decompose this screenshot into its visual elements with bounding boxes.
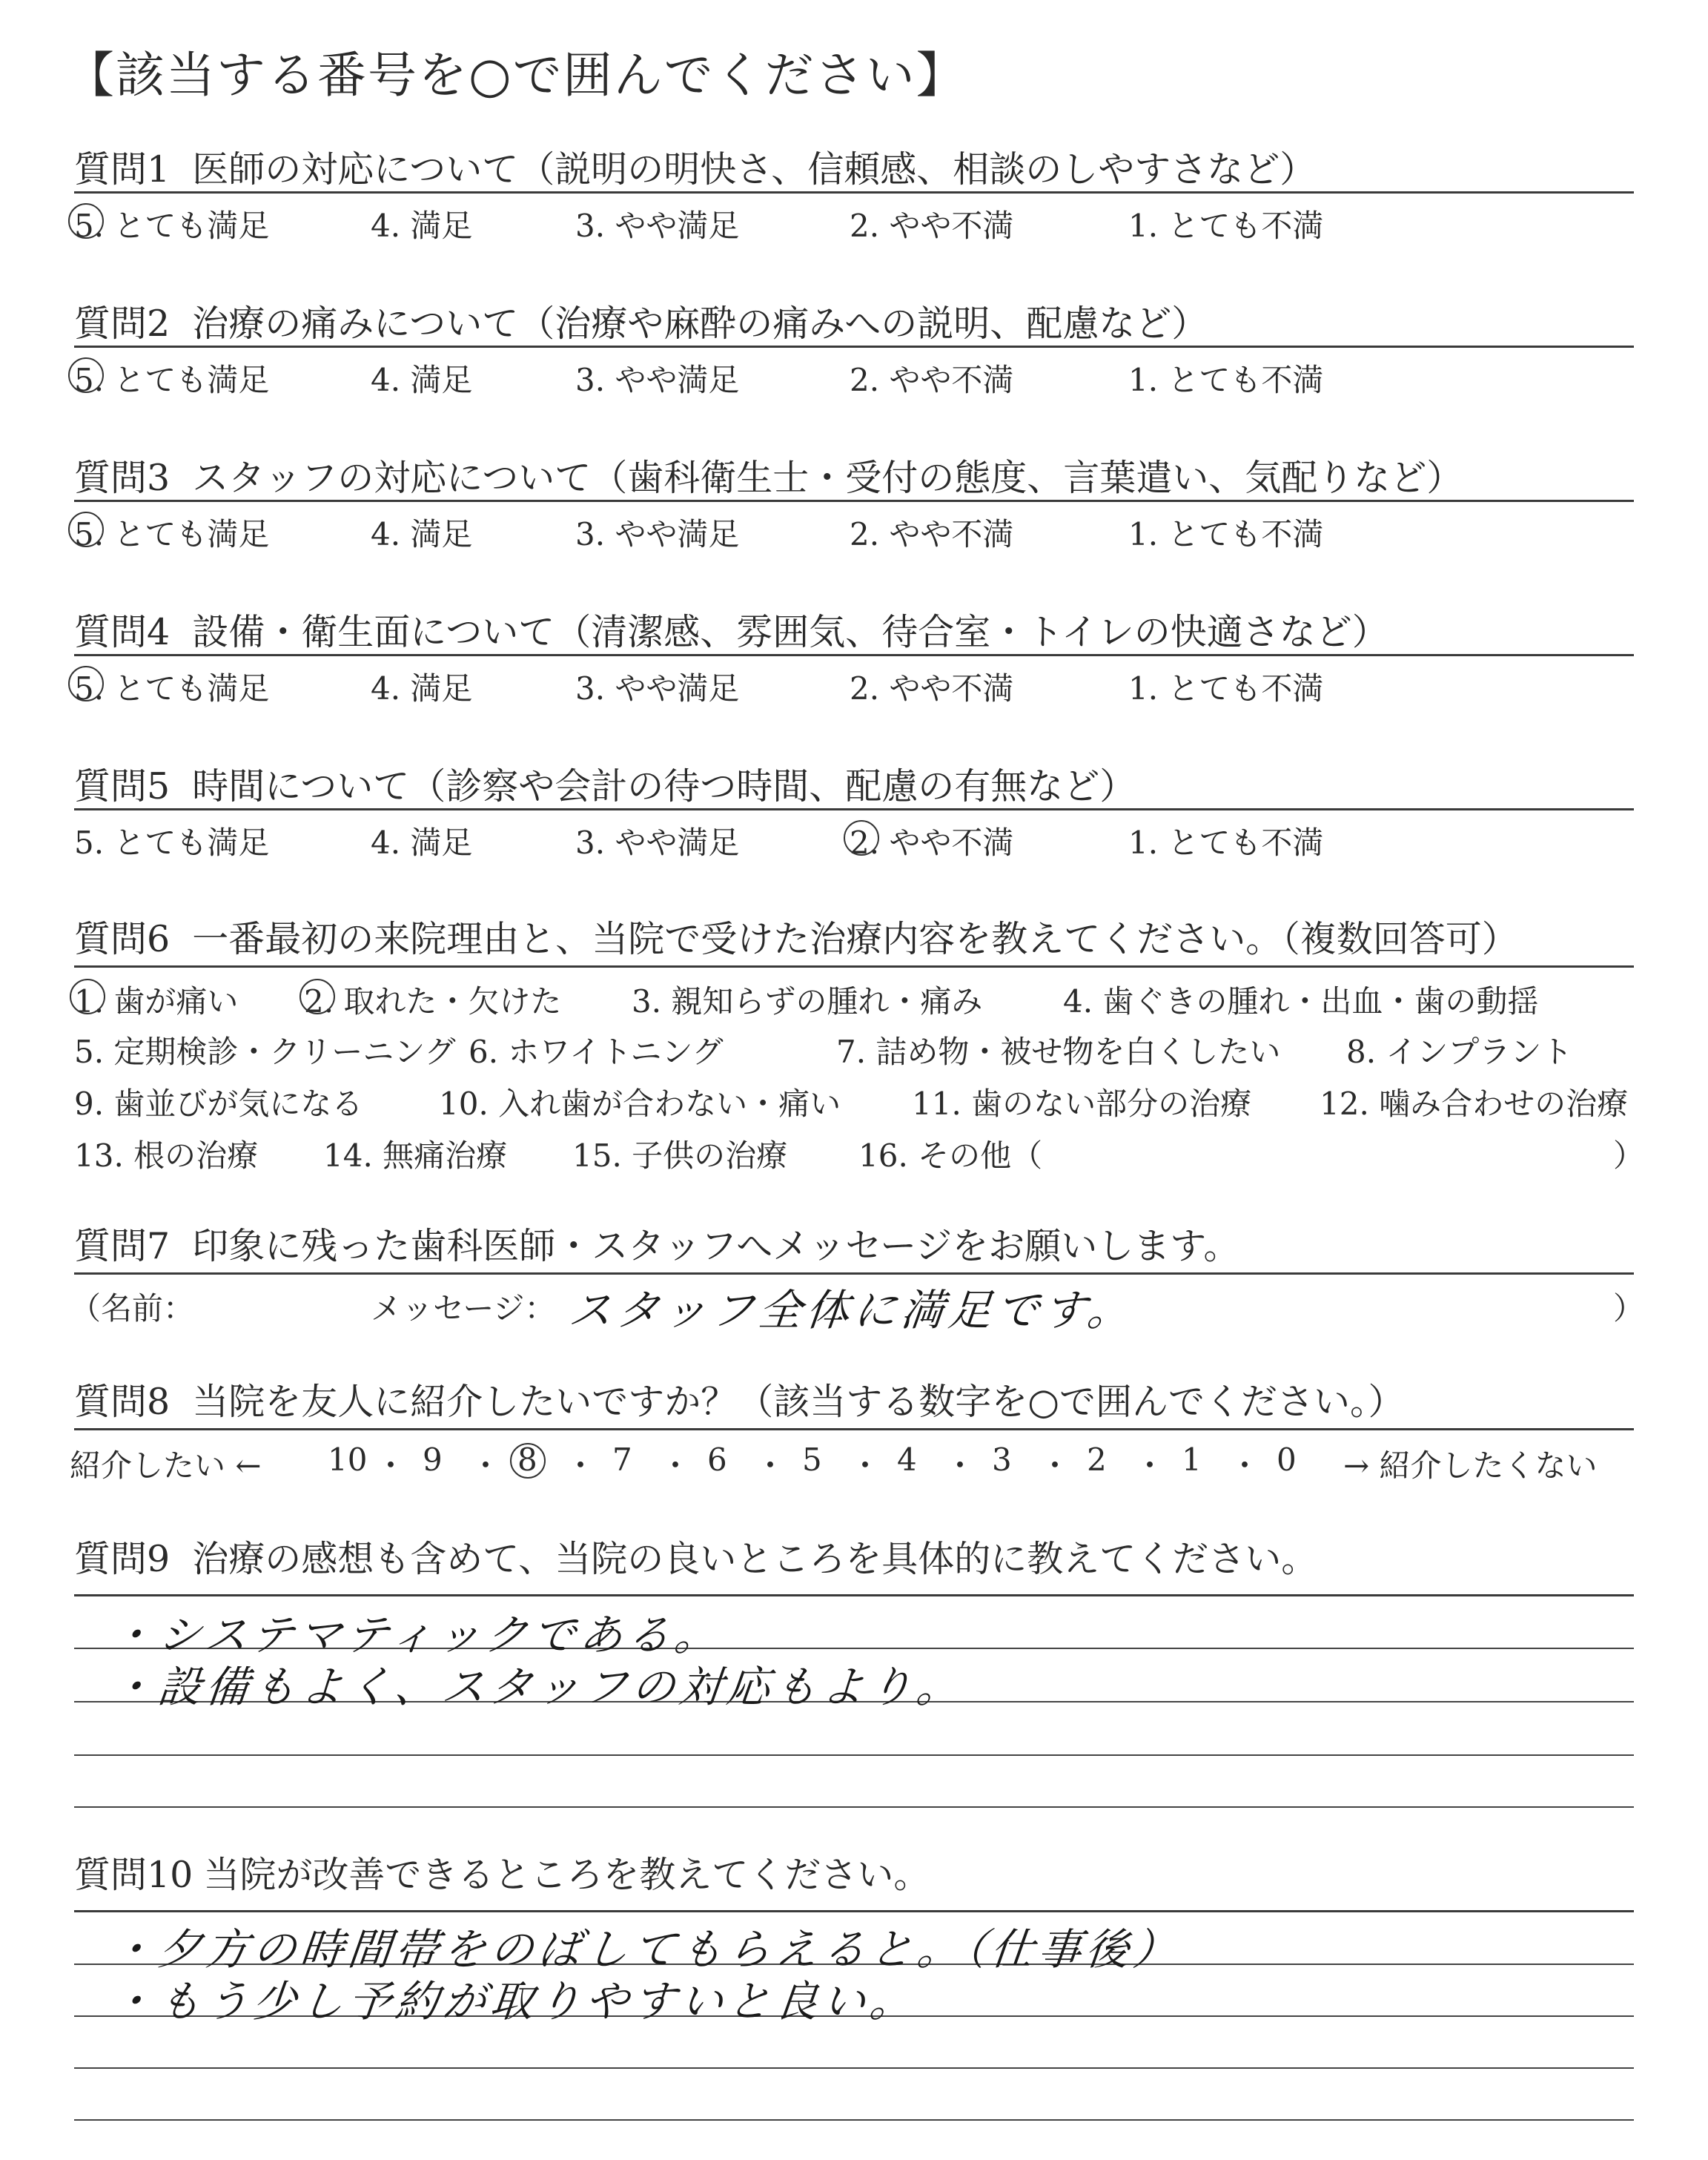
q3-selected-circle [68, 512, 104, 547]
q3-option[interactable]: 5. とても満足 [74, 516, 270, 552]
q3-title [74, 449, 1463, 501]
q2-rule [74, 346, 1634, 348]
q8-scale-separator: ・ [1134, 1447, 1166, 1484]
q1-selected-circle [68, 203, 104, 239]
q8-scale-value[interactable]: 5 [802, 1441, 822, 1478]
q2-option[interactable]: 4. 満足 [371, 362, 473, 398]
q6-option[interactable]: 8. インプラント [1346, 1034, 1573, 1070]
q7-rule [74, 1272, 1634, 1275]
q9-text: 治療の感想も含めて、当院の良いところを具体的に教えてください。 [192, 1538, 1318, 1580]
q4-label: 質問4 [74, 611, 171, 653]
q6-option[interactable]: 15. 子供の治療 [572, 1137, 788, 1174]
q8-scale-separator: ・ [470, 1447, 502, 1484]
q6-title [74, 911, 1518, 962]
q8-scale-separator: ・ [565, 1447, 597, 1484]
q8-scale-separator: ・ [375, 1447, 407, 1484]
q2-option[interactable]: 5. とても満足 [74, 362, 270, 398]
q8-scale-value[interactable]: 3 [992, 1441, 1012, 1478]
q8-scale-separator: ・ [944, 1447, 976, 1484]
q10-answer-1: ・夕方の時間帯をのばしてもらえると。（仕事後） [107, 1924, 1184, 1975]
q5-text: 時間について（診察や会計の待つ時間、配慮の有無など） [192, 765, 1136, 807]
q9-line-4 [74, 1806, 1634, 1808]
q7-message: スタッフ全体に満足です。 [566, 1285, 1138, 1335]
q1-label: 質問1 [74, 148, 171, 191]
q2-option[interactable]: 2. やや不満 [850, 362, 1014, 398]
q4-rule [74, 654, 1634, 656]
q8-scale-separator: ・ [1039, 1447, 1071, 1484]
q8-scale-value[interactable]: 0 [1277, 1441, 1297, 1478]
q7-title [74, 1218, 1239, 1269]
q9-answer-2: ・設備もよく、スタッフの対応もより。 [107, 1662, 967, 1712]
q9-title [74, 1530, 1317, 1582]
q2-option[interactable]: 1. とても不満 [1128, 362, 1324, 398]
q8-label: 質問8 [74, 1381, 171, 1423]
q3-option[interactable]: 3. やや満足 [575, 516, 740, 552]
q6-option[interactable]: 3. 親知らずの腫れ・痛み [632, 983, 983, 1020]
q2-selected-circle [68, 357, 104, 393]
q10-label: 質問10 [74, 1854, 193, 1896]
q8-left-label: 紹介したい ← [70, 1447, 262, 1484]
q8-rule [74, 1428, 1634, 1430]
q7-text: 印象に残った歯科医師・スタッフへメッセージをお願いします。 [192, 1225, 1240, 1267]
q3-label: 質問3 [74, 457, 171, 499]
q6-option[interactable]: 9. 歯並びが気になる [74, 1086, 363, 1122]
q5-rule [74, 808, 1634, 810]
q8-scale-separator: ・ [1229, 1447, 1261, 1484]
q6-option[interactable]: 13. 根の治療 [74, 1137, 259, 1174]
q4-selected-circle [68, 666, 104, 701]
q4-text: 設備・衛生面について（清潔感、雰囲気、待合室・トイレの快適さなど） [192, 611, 1388, 653]
q8-scale-value[interactable]: 2 [1087, 1441, 1107, 1478]
q4-title [74, 604, 1388, 655]
q1-text: 医師の対応について（説明の明快さ、信頼感、相談のしやすさなど） [192, 148, 1317, 191]
q6-selected-circle [299, 979, 335, 1014]
q1-option[interactable]: 4. 満足 [371, 208, 473, 244]
q8-selected-circle [510, 1443, 546, 1479]
q3-rule [74, 500, 1634, 502]
q2-label: 質問2 [74, 303, 171, 345]
q5-label: 質問5 [74, 765, 171, 807]
q6-option[interactable]: 4. 歯ぐきの腫れ・出血・歯の動揺 [1063, 983, 1539, 1020]
q9-answer-1: ・システマティックである。 [107, 1610, 725, 1660]
q2-option[interactable]: 3. やや満足 [575, 362, 740, 398]
q6-option[interactable]: 5. 定期検診・クリーニング [74, 1034, 456, 1070]
q6-option[interactable]: 1. 歯が痛い [74, 983, 239, 1020]
q8-scale-value[interactable]: 1 [1182, 1441, 1202, 1478]
q7-name-label: （名前： [70, 1290, 195, 1327]
q4-option[interactable]: 5. とても満足 [74, 670, 270, 707]
q7-message-label: メッセージ： [371, 1290, 556, 1327]
q10-line-3 [74, 2067, 1634, 2069]
q1-option[interactable]: 5. とても満足 [74, 208, 270, 244]
q9-rule [74, 1594, 1634, 1596]
q10-rule [74, 1910, 1634, 1912]
q7-label: 質問7 [74, 1225, 171, 1267]
q1-option[interactable]: 1. とても不満 [1128, 208, 1324, 244]
q1-title [74, 141, 1316, 193]
q5-option[interactable]: 3. やや満足 [575, 825, 740, 861]
q10-line-4 [74, 2119, 1634, 2121]
q1-rule [74, 191, 1634, 194]
q7-close: ） [1613, 1290, 1645, 1327]
q3-option[interactable]: 2. やや不満 [850, 516, 1014, 552]
q8-scale-value[interactable]: 7 [612, 1441, 632, 1478]
q6-option[interactable]: 12. 噛み合わせの治療 [1320, 1086, 1629, 1122]
q10-answer-2: ・もう少し予約が取りやすいと良い。 [107, 1976, 921, 2027]
q4-option[interactable]: 4. 満足 [371, 670, 473, 707]
q8-scale-separator: ・ [660, 1447, 692, 1484]
q6-other-close: ） [1613, 1137, 1645, 1174]
q10-title [74, 1846, 930, 1898]
q4-option[interactable]: 1. とても不満 [1128, 670, 1324, 707]
q6-option[interactable]: 16. その他（ [858, 1137, 1043, 1174]
q6-option[interactable]: 6. ホワイトニング [469, 1034, 724, 1070]
q6-text: 一番最初の来院理由と、当院で受けた治療内容を教えてください。（複数回答可） [192, 918, 1518, 960]
q1-option[interactable]: 2. やや不満 [850, 208, 1014, 244]
form-header: 【該当する番号を○で囲んでください】 [65, 47, 967, 104]
q8-scale-value[interactable]: 6 [707, 1441, 727, 1478]
q8-title [74, 1373, 1404, 1425]
q8-right-label: → 紹介したくない [1343, 1447, 1598, 1484]
q8-scale-value[interactable]: 8 [517, 1441, 537, 1478]
q6-option[interactable]: 10. 入れ歯が合わない・痛い [439, 1086, 841, 1122]
q6-rule [74, 965, 1634, 968]
q8-scale-value[interactable]: 9 [423, 1441, 443, 1478]
q6-label: 質問6 [74, 918, 171, 960]
q5-option[interactable]: 1. とても不満 [1128, 825, 1324, 861]
q6-option[interactable]: 14. 無痛治療 [323, 1137, 508, 1174]
q3-text: スタッフの対応について（歯科衛生士・受付の態度、言葉遣い、気配りなど） [192, 457, 1463, 499]
q3-option[interactable]: 4. 満足 [371, 516, 473, 552]
q1-option[interactable]: 3. やや満足 [575, 208, 740, 244]
q2-text: 治療の痛みについて（治療や麻酔の痛みへの説明、配慮など） [192, 303, 1208, 345]
q9-label: 質問9 [74, 1538, 171, 1580]
q8-scale-separator: ・ [755, 1447, 787, 1484]
q3-option[interactable]: 1. とても不満 [1128, 516, 1324, 552]
q8-scale-value[interactable]: 4 [897, 1441, 917, 1478]
q5-selected-circle [844, 820, 879, 856]
q6-option[interactable]: 11. 歯のない部分の治療 [912, 1086, 1252, 1122]
q5-option[interactable]: 4. 満足 [371, 825, 473, 861]
q6-option[interactable]: 7. 詰め物・被せ物を白くしたい [836, 1034, 1281, 1070]
q8-scale-value[interactable]: 10 [328, 1441, 368, 1478]
q10-text: 当院が改善できるところを教えてください。 [203, 1854, 930, 1896]
q5-option[interactable]: 2. やや不満 [850, 825, 1014, 861]
q5-title [74, 758, 1136, 810]
q9-line-3 [74, 1754, 1634, 1756]
q5-option[interactable]: 5. とても満足 [74, 825, 270, 861]
q4-option[interactable]: 2. やや不満 [850, 670, 1014, 707]
q6-selected-circle [70, 979, 105, 1014]
q4-option[interactable]: 3. やや満足 [575, 670, 740, 707]
q8-text: 当院を友人に紹介したいですか？（該当する数字を○で囲んでください。） [192, 1381, 1405, 1423]
q2-title [74, 295, 1208, 347]
q6-option[interactable]: 2. 取れた・欠けた [304, 983, 562, 1020]
q8-scale-separator: ・ [850, 1447, 881, 1484]
